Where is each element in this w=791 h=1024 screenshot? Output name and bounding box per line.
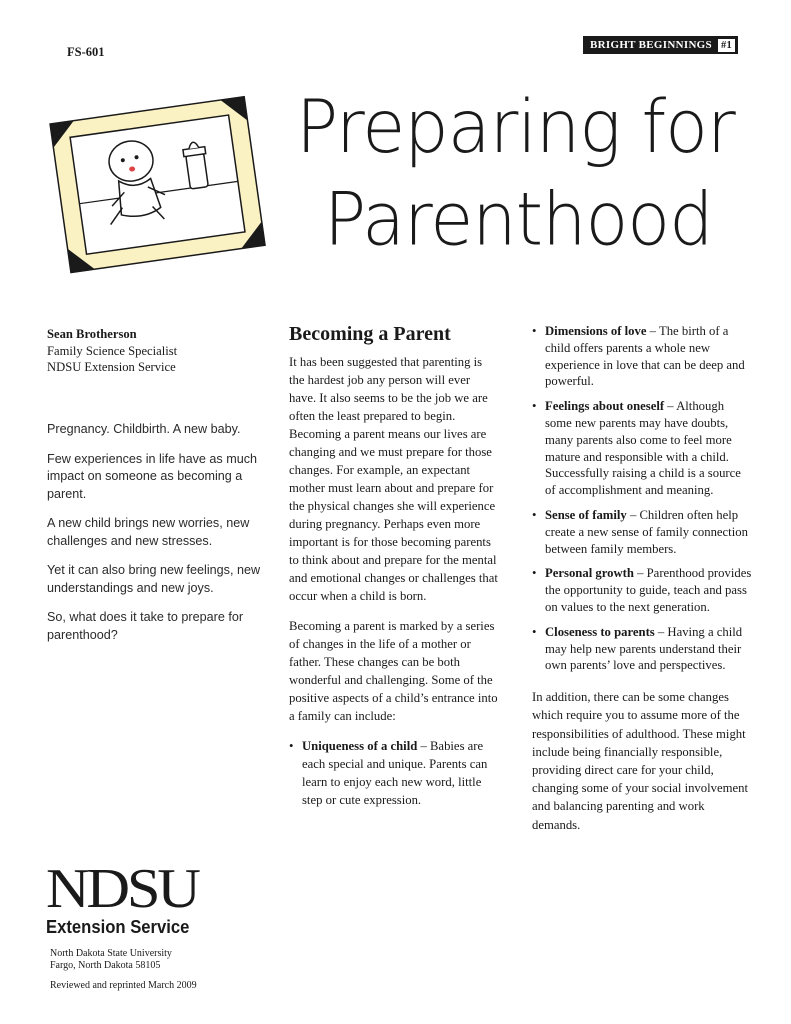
bullet-term: Feelings about oneself [545, 399, 665, 414]
list-item [289, 737, 499, 809]
bullet-term: Sense of family [545, 507, 627, 522]
logo-wordmark: NDSU [46, 858, 198, 920]
bullet-list [289, 737, 499, 809]
bullet-term: Dimensions of love [545, 324, 647, 338]
series-badge [583, 36, 738, 54]
ndsu-logo [46, 858, 205, 938]
author-org: NDSU Extension Service [47, 360, 176, 374]
bullet-term: Uniqueness of a child [302, 739, 418, 753]
title-line-1: Preparing for [296, 83, 735, 170]
bullet-text: – The birth of a child offers parents a whole new experience in love that can be deep and powerful. [545, 324, 745, 389]
list-item [532, 624, 752, 674]
author-block [47, 326, 177, 376]
series-name: BRIGHT BEGINNINGS [590, 39, 712, 51]
bullet-term: Closeness to parents [545, 624, 655, 639]
section-paragraph: It has been suggested that parenting is the hardest job any person will ever have. It also seems to be the job we are often the least prepared to begin. Becoming a parent means our lives are changing and we must prepare for those changes. For example, an expectant mother must learn about and prepare for the physical changes she will experience during pregnancy. Perhaps even more important is for those becoming parents to think about and prepare for the mental and emotional changes or challenges that occur when a child is born. [289, 355, 498, 603]
bullet-text: – Children often help create a new sense of family connection between family members. [545, 507, 748, 556]
right-column [532, 323, 752, 834]
intro-paragraph: Yet it can also bring new feelings, new understandings and new joys. [47, 563, 261, 595]
list-item [532, 565, 752, 615]
intro-paragraph: Few experiences in life have as much impact on someone as becoming a parent. [47, 451, 257, 501]
title-line-2: Parenthood [324, 176, 713, 263]
bullet-term: Personal growth [545, 566, 634, 581]
intro-paragraph: So, what does it take to prepare for parenthood? [47, 610, 244, 642]
list-item [532, 323, 752, 390]
closing-paragraph: In addition, there can be some changes which require you to assume more of the responsibilities of adulthood. These might include being financially responsible, providing direct care for your child, changing some of your social involvement and balancing parenting and work demands. [532, 690, 748, 832]
baby-photo-illustration [40, 88, 270, 288]
list-item [532, 398, 752, 499]
address-line: Fargo, North Dakota 58105 [50, 959, 161, 971]
section-paragraph: Becoming a parent is marked by a series of changes in the life of a mother or father. These changes can be both wonderful and challenging. Some of the positive aspects of a child’s entrance into a family can include: [289, 619, 498, 723]
document-code: FS-601 [67, 45, 105, 59]
address-block [50, 948, 172, 971]
list-item [532, 507, 752, 557]
bullet-text: – Babies are each special and unique. Parents can learn to enjoy each new word, little step or cute expression. [302, 739, 488, 807]
bullet-text: – Parenthood provides the opportunity to guide, teach and pass on values to the next generation. [545, 566, 752, 614]
intro-paragraph: Pregnancy. Childbirth. A new baby. [47, 422, 241, 436]
logo-subtitle: Extension Service [46, 916, 190, 937]
main-column [289, 322, 499, 817]
page-title [296, 81, 756, 266]
bullet-list [532, 323, 752, 674]
author-role: Family Science Specialist [47, 343, 178, 358]
intro-text [47, 421, 272, 656]
bullet-text: – Having a child may help new parents understand their own parents’ love and perspectives. [545, 624, 743, 673]
series-number: #1 [718, 39, 735, 52]
section-heading: Becoming a Parent [289, 323, 451, 345]
reprint-note: Reviewed and reprinted March 2009 [50, 980, 197, 991]
intro-paragraph: A new child brings new worries, new challenges and new stresses. [47, 516, 250, 548]
author-name: Sean Brotherson [47, 327, 137, 341]
bullet-text: – Although some new parents may have doubts, many parents also come to feel more mature and responsible with a child. Successfully raising a child is a source of accomplishment and meaning. [545, 399, 741, 498]
address-line: North Dakota State University [50, 948, 172, 959]
